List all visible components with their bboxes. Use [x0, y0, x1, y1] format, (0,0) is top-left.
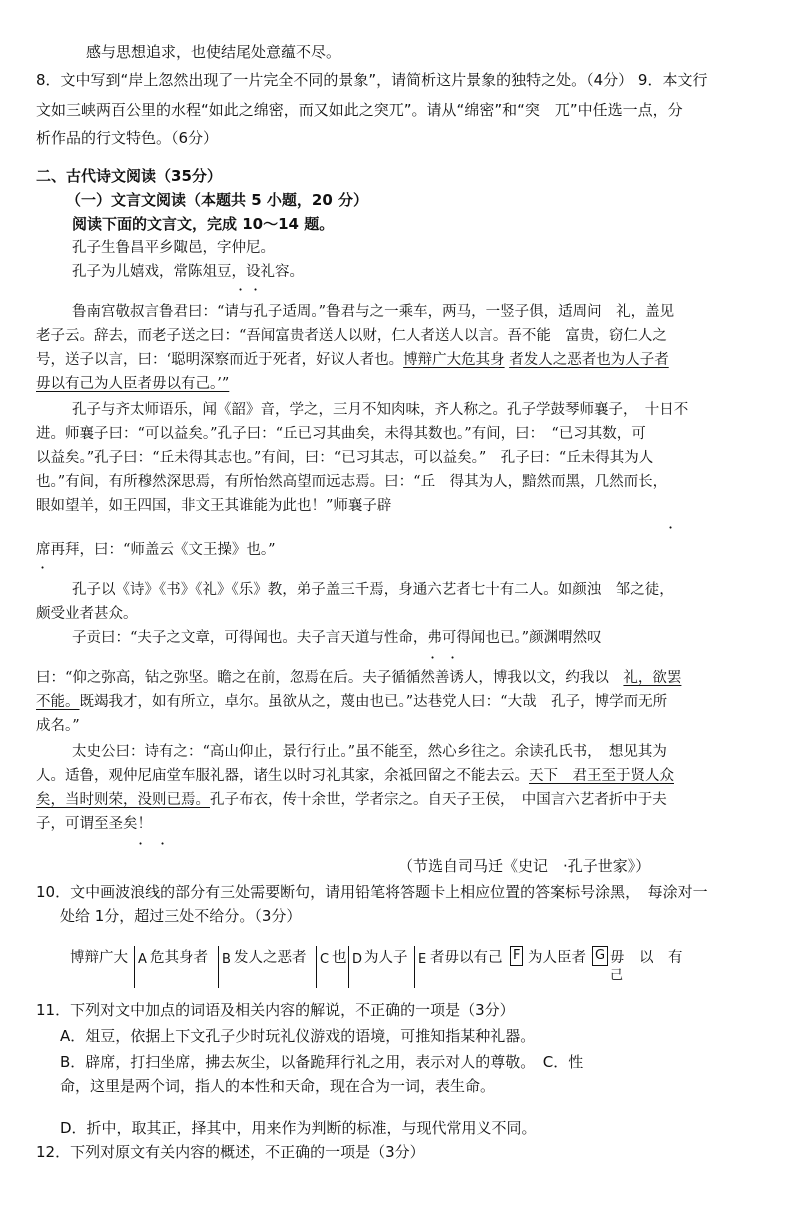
passage-line: 孔子以《诗》《书》《礼》《乐》教，弟子盖三千焉，身通六艺者七十有二人。如颜浊 邹之徒， — [72, 582, 674, 598]
passage-line: 太史公曰：诗有之：“高山仰止，景行行止。”虽不能至，然心乡往之。余读孔氏书， 想见其为 — [72, 744, 667, 760]
essay-ending-text: 感与思想追求，也使结尾处意蕴不尽。 — [86, 43, 342, 61]
passage-line — [36, 668, 681, 688]
passage-text: 孔子布衣，传十余世，学者宗之。自天子王侯， 中国言六艺者折中于夫 — [210, 792, 667, 808]
underlined-text: 礼，欲罢 — [623, 670, 682, 686]
question-11-option-b: B．辟席，打扫坐席，拂去灰尘，以备跪拜行礼之用，表示对人的尊敬。 C．性 — [60, 1053, 584, 1071]
subsection-heading: （一）文言文阅读（本题共 5 小题，20 分） — [66, 191, 368, 209]
wavy-underlined-text: 者发人之恶者也为人子者 — [509, 352, 669, 368]
reading-instruction: 阅读下面的文言文，完成 10～14 题。 — [72, 215, 335, 233]
emphasis-dot: · — [238, 280, 244, 299]
option-label-d[interactable]: D — [352, 952, 363, 967]
break-marker-line — [218, 946, 219, 988]
question-9-line2: 文如三峡两百公里的水程“如此之绵密，而又如此之突兀”。请从“绵密”和“突 兀”中任选一点，分 — [36, 101, 683, 119]
question-10-line2: 处给 1分，超过三处不给分。（3分） — [60, 907, 302, 925]
passage-line: 以益矣。”孔子曰：“丘未得其志也。”有间，曰：“已习其志，可以益矣。” 孔子曰：“丘未得其为人 — [36, 450, 654, 466]
emphasis-dot: · — [138, 834, 144, 853]
break-segment: 博辩广大 — [70, 950, 128, 966]
passage-line: 也。”有间，有所穆然深思焉，有所怡然高望而远志焉。曰：“丘 得其为人，黯然而黑，几然而长， — [36, 474, 668, 490]
break-marker-line — [134, 946, 135, 988]
passage-text: 既竭我才，如有所立，卓尔。虽欲从之，蔑由也已。”达巷党人曰：“大哉 孔子，博学而无所 — [79, 694, 668, 710]
passage-line: 鲁南宫敬叔言鲁君曰：“请与孔子适周。”鲁君与之一乘车，两马，一竖子俱，适周问 礼，盖见 — [72, 304, 675, 320]
underlined-text: 不能。 — [36, 694, 80, 710]
break-segment: 毋 以 有 — [610, 950, 683, 966]
passage-line: 老子云。辞去，而老子送之曰：“吾闻富贵者送人以财，仁人者送人以言。吾不能 富贵，窃仁人之 — [36, 328, 667, 344]
option-label-f[interactable]: F — [510, 946, 523, 966]
break-segment: 也 — [332, 950, 347, 966]
passage-text: 曰：“仰之弥高，钻之弥坚。瞻之在前，忽焉在后。夫子循循然善诱人，博我以文，约我以 — [36, 670, 624, 686]
section-heading: 二、古代诗文阅读（35分） — [36, 167, 222, 185]
question-11-option-d: D．折中，取其正，择其中，用来作为判断的标准，与现代常用义不同。 — [60, 1119, 537, 1137]
option-label-a[interactable]: A — [138, 952, 147, 967]
wavy-underlined-text: 毋以有己为人臣者毋以有己。’” — [36, 376, 230, 392]
underlined-text: 矣，当时则荣，没则已焉。 — [36, 792, 210, 808]
passage-line — [36, 350, 669, 370]
passage-line: 颇受业者甚众。 — [36, 606, 138, 622]
break-marker-line — [414, 946, 415, 988]
passage-line: 眼如望羊，如王四国，非文王其谁能为此也！”师襄子辟 — [36, 498, 392, 514]
passage-line: 进。师襄子曰：“可以益矣。”孔子曰：“丘已习其曲矣，未得其数也。”有间，曰： “已习其数，可 — [36, 426, 646, 442]
passage-line: 孔子为儿嬉戏，常陈俎豆，设礼容。 — [72, 264, 304, 280]
question-12-stem: 12．下列对原文有关内容的概述，不正确的一项是（3分） — [36, 1143, 425, 1161]
option-label-b[interactable]: B — [222, 952, 231, 967]
emphasis-dot: · — [160, 834, 166, 853]
passage-line: 孔子生鲁昌平乡陬邑，字仲尼。 — [72, 240, 275, 256]
wavy-underlined-text: 博辩广大危其身 — [403, 352, 505, 368]
question-8-line1: 8．文中写到“岸上忽然出现了一片完全不同的景象”，请简析这片景象的独特之处。（4分） 9．本文行 — [36, 71, 708, 89]
emphasis-dot: · — [40, 558, 46, 577]
emphasis-dot: · — [668, 518, 674, 537]
question-11-option-a: A．俎豆，依据上下文孔子少时玩礼仪游戏的语境，可推知指某种礼器。 — [60, 1027, 536, 1045]
passage-line — [36, 790, 667, 810]
emphasis-dot: · — [430, 648, 436, 667]
question-10-line1: 10．文中画波浪线的部分有三处需要断句，请用铅笔将答题卡上相应位置的答案标号涂黑， 每涂对一 — [36, 883, 708, 901]
break-segment-tail: 己 — [610, 968, 624, 983]
emphasis-dot: · — [253, 280, 259, 299]
emphasis-dot: · — [450, 648, 456, 667]
passage-text: 人。适鲁，观仲尼庙堂车服礼器，诸生以时习礼其家，余祗回留之不能去云。 — [36, 768, 529, 784]
break-segment: 者毋以有己 — [430, 950, 503, 966]
passage-line — [36, 766, 674, 786]
break-marker-line — [348, 946, 349, 988]
passage-line: 子，可谓至圣矣！ — [36, 816, 152, 832]
question-9-line3: 析作品的行文特色。（6分） — [36, 129, 219, 147]
passage-text: 号，送子以言，曰：‘聪明深察而近于死者，好议人者也。 — [36, 352, 404, 368]
break-segment: 为人臣者 — [528, 950, 586, 966]
break-marker-line — [316, 946, 317, 988]
break-segment: 危其身者 — [150, 950, 208, 966]
option-label-c[interactable]: C — [320, 952, 330, 967]
option-label-g[interactable]: G — [592, 946, 608, 966]
passage-line: 子贡曰：“夫子之文章，可得闻也。夫子言天道与性命，弗可得闻也已。”颜渊喟然叹 — [72, 630, 602, 646]
option-label-e[interactable]: E — [418, 952, 427, 967]
source-citation: （节选自司马迁《史记 ·孔子世家》） — [398, 857, 651, 875]
passage-line — [36, 692, 667, 712]
question-11-option-c: 命，这里是两个词，指人的本性和天命，现在合为一词，表生命。 — [60, 1077, 496, 1095]
underlined-text: 天下 君王至于贤人众 — [529, 768, 674, 784]
passage-line: 孔子与齐太师语乐，闻《韶》音，学之，三月不知肉味，齐人称之。孔子学鼓琴师襄子， 十日不 — [72, 402, 689, 418]
break-segment: 发人之恶者 — [234, 950, 307, 966]
break-segment: 为人子 — [364, 950, 408, 966]
passage-line: 席再拜，曰：“师盖云《文王操》也。” — [36, 542, 276, 558]
passage-line: 成名。” — [36, 718, 80, 734]
question-11-stem: 11．下列对文中加点的词语及相关内容的解说，不正确的一项是（3分） — [36, 1001, 515, 1019]
passage-line — [36, 374, 229, 394]
